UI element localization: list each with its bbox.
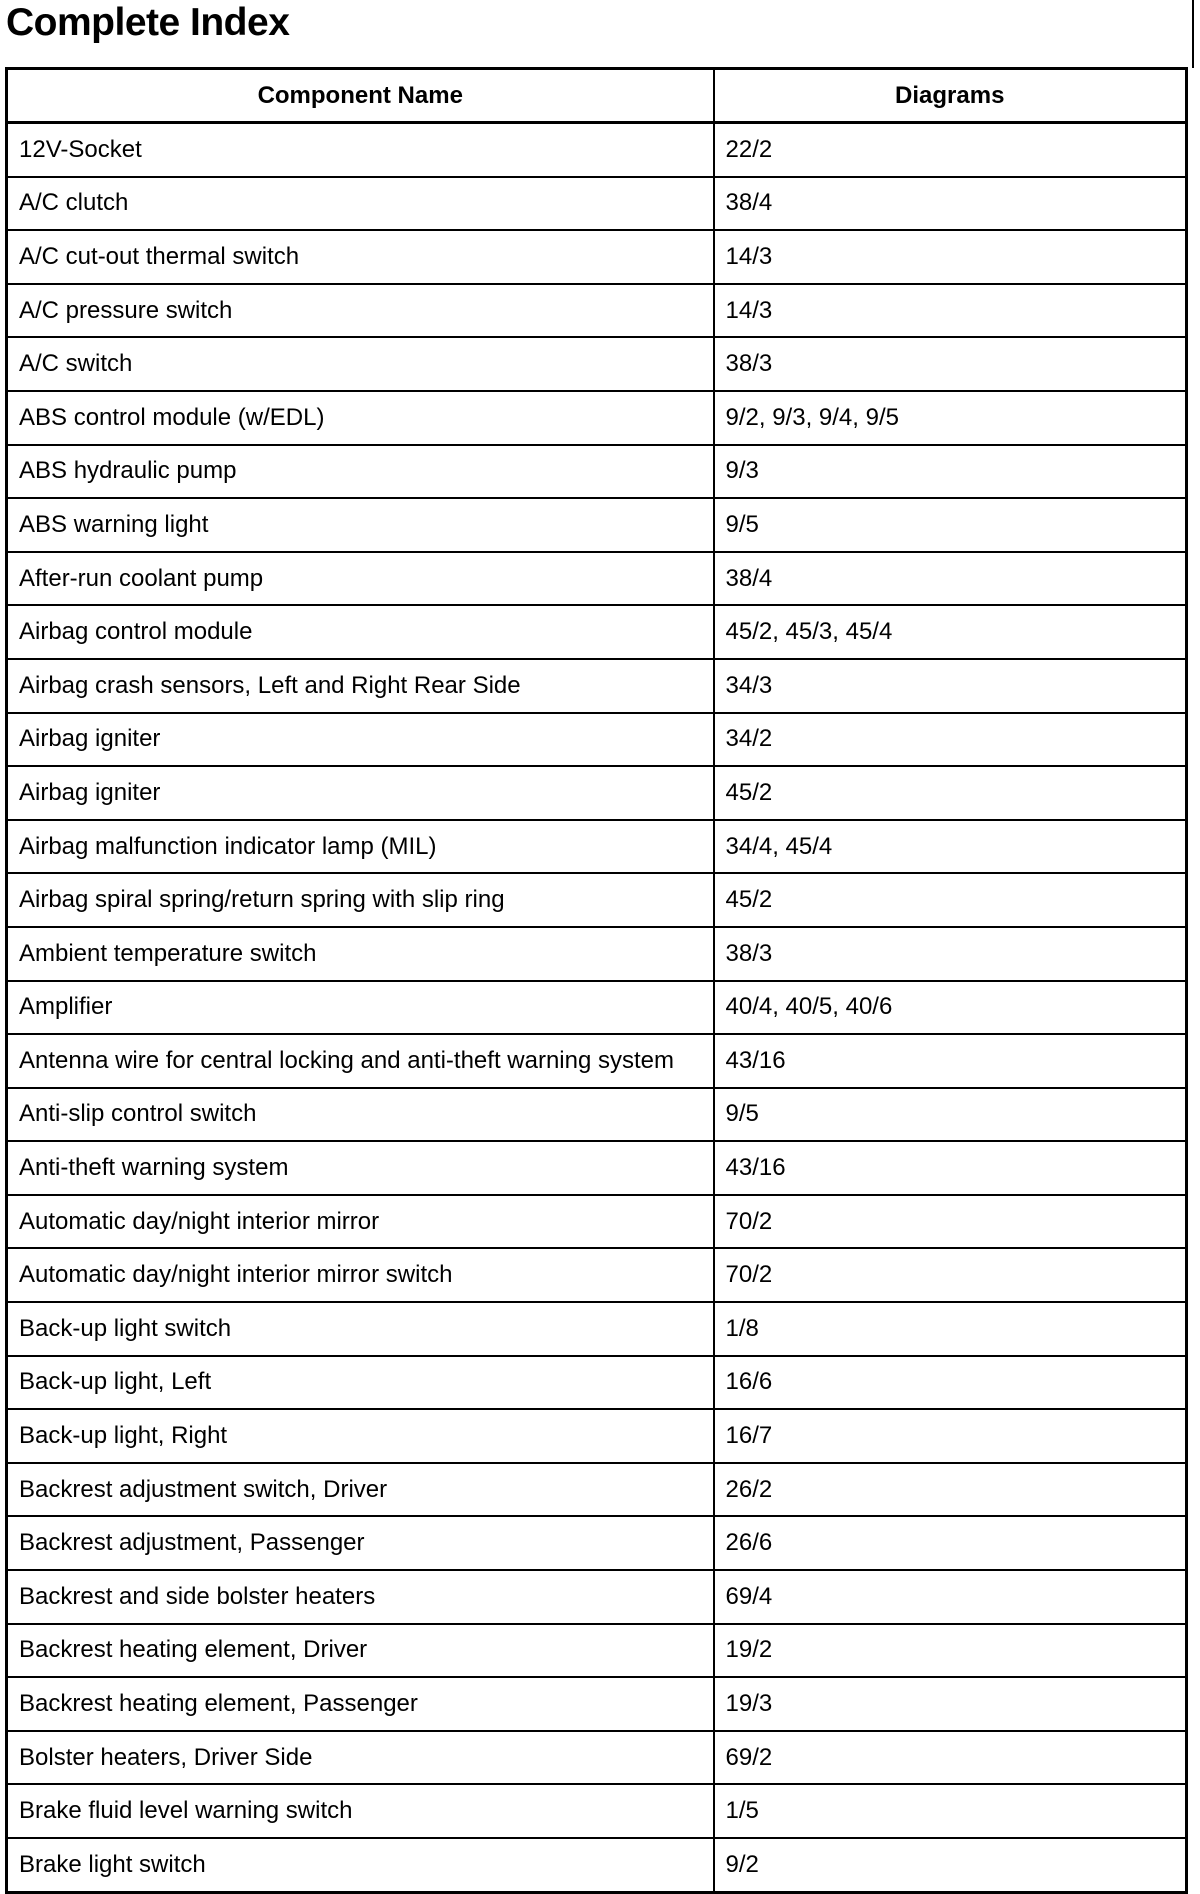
table-row — [7, 1731, 1187, 1785]
component-index-table — [5, 67, 1188, 1894]
table-row — [7, 1463, 1187, 1517]
diagrams-cell: 19/3 — [714, 1677, 1187, 1731]
diagrams-cell: 38/4 — [714, 177, 1187, 231]
table-row — [7, 713, 1187, 767]
table-row — [7, 552, 1187, 606]
table-row — [7, 391, 1187, 445]
table-row — [7, 1302, 1187, 1356]
component-name-cell: Back-up light switch — [7, 1302, 714, 1356]
component-name-cell: Antenna wire for central locking and anti-theft warning system — [7, 1034, 714, 1088]
diagrams-cell: 9/3 — [714, 445, 1187, 499]
diagrams-cell: 45/2 — [714, 873, 1187, 927]
column-header-diagrams: Diagrams — [714, 69, 1187, 123]
diagrams-cell: 9/2 — [714, 1838, 1187, 1892]
component-name-cell: ABS hydraulic pump — [7, 445, 714, 499]
table-row — [7, 1141, 1187, 1195]
diagrams-cell: 45/2, 45/3, 45/4 — [714, 605, 1187, 659]
component-name-cell: Airbag control module — [7, 605, 714, 659]
diagrams-cell: 14/3 — [714, 230, 1187, 284]
component-name-cell: Backrest adjustment, Passenger — [7, 1516, 714, 1570]
diagrams-cell: 19/2 — [714, 1624, 1187, 1678]
component-name-cell: Airbag spiral spring/return spring with slip ring — [7, 873, 714, 927]
diagrams-cell: 1/8 — [714, 1302, 1187, 1356]
table-row — [7, 1624, 1187, 1678]
diagrams-cell: 70/2 — [714, 1195, 1187, 1249]
component-name-cell: Amplifier — [7, 981, 714, 1035]
component-name-cell: ABS warning light — [7, 498, 714, 552]
table-row — [7, 1195, 1187, 1249]
diagrams-cell: 38/4 — [714, 552, 1187, 606]
diagrams-cell: 43/16 — [714, 1141, 1187, 1195]
component-name-cell: Airbag igniter — [7, 766, 714, 820]
column-header-component-name: Component Name — [7, 69, 714, 123]
diagrams-cell: 38/3 — [714, 337, 1187, 391]
component-name-cell: ABS control module (w/EDL) — [7, 391, 714, 445]
table-row — [7, 177, 1187, 231]
component-name-cell: A/C clutch — [7, 177, 714, 231]
diagrams-cell: 43/16 — [714, 1034, 1187, 1088]
component-name-cell: Ambient temperature switch — [7, 927, 714, 981]
component-name-cell: Automatic day/night interior mirror switch — [7, 1248, 714, 1302]
diagrams-cell: 26/2 — [714, 1463, 1187, 1517]
table-row — [7, 284, 1187, 338]
table-row — [7, 1409, 1187, 1463]
component-name-cell: A/C cut-out thermal switch — [7, 230, 714, 284]
table-row — [7, 1034, 1187, 1088]
component-name-cell: A/C switch — [7, 337, 714, 391]
diagrams-cell: 14/3 — [714, 284, 1187, 338]
table-row — [7, 230, 1187, 284]
table-row — [7, 1356, 1187, 1410]
diagrams-cell: 16/7 — [714, 1409, 1187, 1463]
table-row — [7, 1838, 1187, 1892]
table-row — [7, 337, 1187, 391]
table-row — [7, 498, 1187, 552]
component-name-cell: Backrest and side bolster heaters — [7, 1570, 714, 1624]
table-row — [7, 1570, 1187, 1624]
page-edge-rule — [1192, 0, 1194, 68]
diagrams-cell: 38/3 — [714, 927, 1187, 981]
component-name-cell: A/C pressure switch — [7, 284, 714, 338]
component-name-cell: Anti-theft warning system — [7, 1141, 714, 1195]
component-name-cell: Airbag crash sensors, Left and Right Rear Side — [7, 659, 714, 713]
diagrams-cell: 34/4, 45/4 — [714, 820, 1187, 874]
diagrams-cell: 34/3 — [714, 659, 1187, 713]
component-name-cell: Back-up light, Right — [7, 1409, 714, 1463]
table-row — [7, 659, 1187, 713]
diagrams-cell: 16/6 — [714, 1356, 1187, 1410]
table-row — [7, 981, 1187, 1035]
diagrams-cell: 69/2 — [714, 1731, 1187, 1785]
table-body — [7, 123, 1187, 1893]
diagrams-cell: 34/2 — [714, 713, 1187, 767]
diagrams-cell: 9/5 — [714, 1088, 1187, 1142]
table-row — [7, 1248, 1187, 1302]
diagrams-cell: 9/2, 9/3, 9/4, 9/5 — [714, 391, 1187, 445]
table-row — [7, 1677, 1187, 1731]
diagrams-cell: 70/2 — [714, 1248, 1187, 1302]
component-name-cell: Backrest heating element, Driver — [7, 1624, 714, 1678]
diagrams-cell: 45/2 — [714, 766, 1187, 820]
component-name-cell: Back-up light, Left — [7, 1356, 714, 1410]
component-name-cell: Airbag igniter — [7, 713, 714, 767]
component-name-cell: Airbag malfunction indicator lamp (MIL) — [7, 820, 714, 874]
component-name-cell: Brake fluid level warning switch — [7, 1784, 714, 1838]
component-name-cell: 12V-Socket — [7, 123, 714, 177]
table-row — [7, 873, 1187, 927]
table-row — [7, 927, 1187, 981]
page-title: Complete Index — [6, 1, 290, 44]
diagrams-cell: 69/4 — [714, 1570, 1187, 1624]
component-name-cell: After-run coolant pump — [7, 552, 714, 606]
table-row — [7, 1088, 1187, 1142]
diagrams-cell: 9/5 — [714, 498, 1187, 552]
table-row — [7, 605, 1187, 659]
diagrams-cell: 1/5 — [714, 1784, 1187, 1838]
component-name-cell: Backrest adjustment switch, Driver — [7, 1463, 714, 1517]
component-name-cell: Brake light switch — [7, 1838, 714, 1892]
table-row — [7, 1516, 1187, 1570]
component-name-cell: Bolster heaters, Driver Side — [7, 1731, 714, 1785]
component-name-cell: Backrest heating element, Passenger — [7, 1677, 714, 1731]
diagrams-cell: 22/2 — [714, 123, 1187, 177]
component-name-cell: Anti-slip control switch — [7, 1088, 714, 1142]
table-row — [7, 820, 1187, 874]
table-header-row — [7, 69, 1187, 123]
table-row — [7, 766, 1187, 820]
table-row — [7, 123, 1187, 177]
table-row — [7, 1784, 1187, 1838]
diagrams-cell: 26/6 — [714, 1516, 1187, 1570]
component-name-cell: Automatic day/night interior mirror — [7, 1195, 714, 1249]
table-row — [7, 445, 1187, 499]
diagrams-cell: 40/4, 40/5, 40/6 — [714, 981, 1187, 1035]
